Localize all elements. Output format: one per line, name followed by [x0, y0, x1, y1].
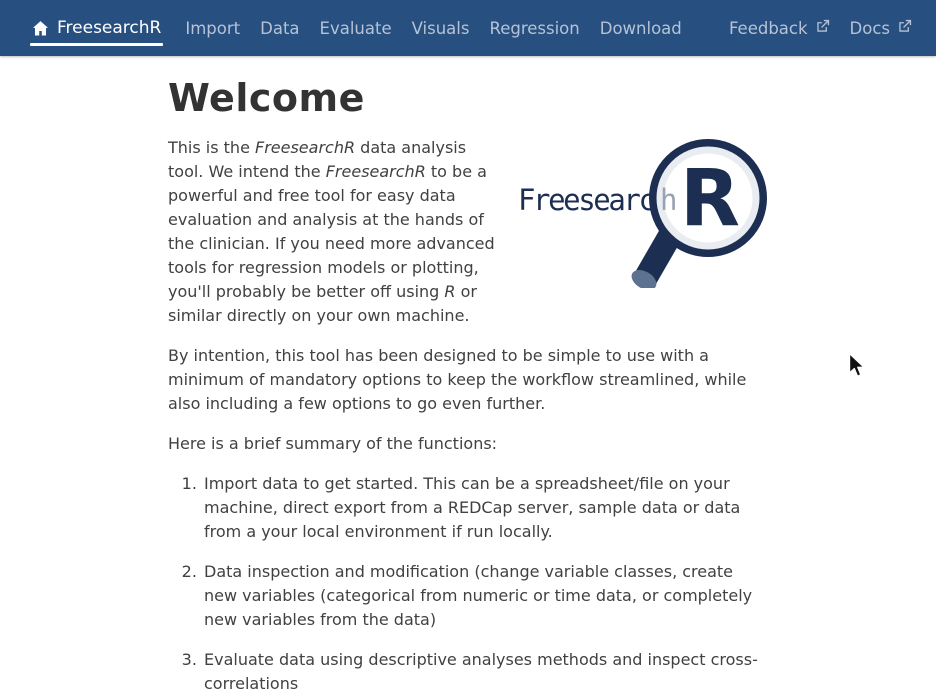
logo-letter-r: R: [679, 153, 741, 244]
nav-item-data[interactable]: Data: [260, 18, 300, 38]
freesearchr-logo: [518, 138, 768, 288]
nav-brand-label: FreesearchR: [57, 18, 162, 38]
page-title: Welcome: [168, 76, 365, 120]
summary-intro: Here is a brief summary of the functions:: [168, 433, 498, 453]
home-icon: [32, 20, 49, 37]
nav-links: [175, 0, 691, 56]
intro-paragraph: Freesearc h R This is the FreesearchR data analysis tool. We intend the FreesearchR to be a powerful and free tool for easy data evaluation and analysis at the hands of the clinician. If you need more advanced tools for regression models or plotting, you'll probably be better off using R or similar directly on your own machine.: [168, 136, 768, 328]
main-content: [168, 56, 768, 696]
nav-brand-home[interactable]: [30, 0, 163, 56]
external-link-icon: [816, 18, 830, 37]
navbar: [0, 0, 936, 56]
mouse-cursor: [845, 352, 867, 384]
nav-item-regression[interactable]: Regression: [489, 18, 580, 38]
nav-item-import[interactable]: Import: [185, 18, 241, 38]
list-item-data-inspection: 2. Data inspection and modification (change variable classes, create new variables (categorical from numeric or time data, or completely new variables from the data): [202, 560, 768, 632]
nav-right-links: [719, 0, 922, 56]
active-tab-underline: [30, 43, 163, 46]
nav-item-evaluate[interactable]: Evaluate: [319, 18, 392, 38]
logo-text-faded: h: [660, 182, 678, 217]
nav-spacer: [692, 0, 719, 56]
list-item-evaluate: 3. Evaluate data using descriptive analyses methods and inspect cross-correlations: [202, 648, 768, 696]
nav-item-docs[interactable]: Docs: [840, 0, 922, 56]
nav-item-visuals[interactable]: Visuals: [411, 18, 470, 38]
logo-text-main: Freesearc: [518, 182, 654, 217]
list-item-import: 1. Import data to get started. This can be a spreadsheet/file on your machine, direct export from a REDCap server, sample data or data from a your local environment if run locally.: [202, 472, 768, 544]
nav-item-download[interactable]: Download: [599, 18, 682, 38]
nav-item-feedback[interactable]: Feedback: [719, 0, 840, 56]
functions-list: [168, 472, 768, 696]
external-link-icon: [898, 18, 912, 37]
design-paragraph: By intention, this tool has been designed to be simple to use with a minimum of mandatory options to keep the workflow streamlined, while also including a few options to go even further.: [168, 345, 747, 413]
